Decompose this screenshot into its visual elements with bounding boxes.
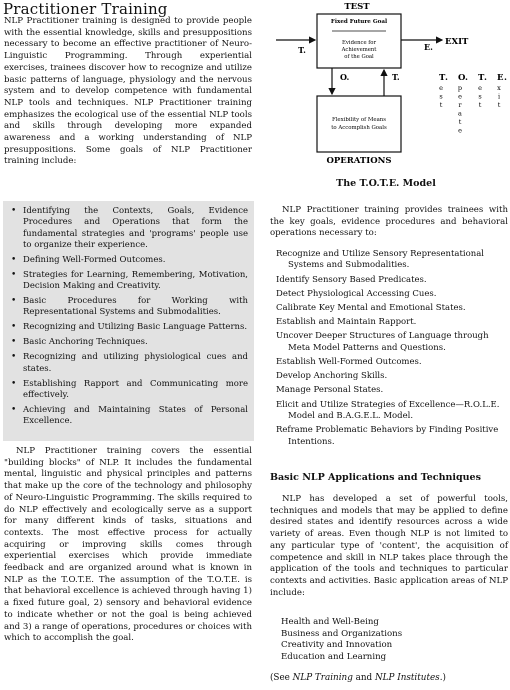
areas-list — [281, 617, 402, 663]
see-ref-institutes[interactable]: NLP Institutes — [374, 673, 440, 683]
tote-dot: . — [504, 73, 507, 83]
skill-item: Develop Anchoring Skills. — [276, 371, 388, 382]
applications-paragraph: NLP has developed a set of powerful tools, techniques and models that may be applied to define desired states and identify resources across a wide variety of areas. Even though NLP is not limited to any particular type of 'content', the acquisition of competence and skill in NLP takes place through the application of the tools and techniques to particular contexts and activities. Basic application areas of NLP include: — [270, 494, 508, 598]
goal-item: • Recognizing and Utilizing Basic Language Patterns. — [8, 322, 248, 333]
building-blocks-paragraph: NLP Practitioner training covers the essential "building blocks" of NLP. It includes the fundamental mental, linguistic and physical principles and patterns that make up the core of the technology and philosophy of Neuro-Linguistic Programming. The skills required to do NLP effectively and ecologically serve as a support for many different kinds of tasks, situations and contexts. The most effective process for actually acquiring or improving skills comes through experiential exercises which provide immediate feedback and are organized around what is known in NLP as the T.O.T.E. The assumption of the T.O.T.E. is that behavioral excellence is achieved through having 1) a fixed future goal, 2) sensory and behavioral evidence to indicate whether or not the goal is being achieved and 3) a range of operations, procedures or choices with which to accomplish the goal. — [4, 446, 252, 644]
skill-item: Calibrate Key Mental and Emotional States. — [276, 303, 466, 314]
evidence-label-3: of the Goal — [344, 54, 374, 60]
tote-dot: . — [465, 73, 468, 83]
skill-item: Identify Sensory Based Predicates. — [276, 274, 427, 285]
area-item: Creativity and Innovation — [281, 640, 393, 650]
skill-item: Establish Well-Formed Outcomes. — [276, 357, 422, 368]
skill-item: Recognize and Utilize Sensory Representational Systems and Submodalities. — [276, 249, 484, 271]
area-item: Education and Learning — [281, 651, 387, 662]
goal-item: • Basic Procedures for Working with Representational Systems and Submodalities. — [8, 296, 248, 319]
goal-item: • Identifying the Contexts, Goals, Evidence Procedures and Operations that form the fundamental strategies and 'programs' people use to organize their experience. — [8, 206, 248, 251]
goal-label: Fixed Future Goal — [330, 19, 388, 25]
skill-item: Establish and Maintain Rapport. — [276, 317, 417, 328]
tote-dot: . — [484, 73, 487, 83]
tote-word-test: e s t — [439, 84, 443, 109]
area-item: Business and Organizations — [281, 628, 403, 639]
tote-acronym — [439, 73, 507, 135]
see-ref-training[interactable]: NLP Training — [292, 673, 353, 683]
goal-item: • Strategies for Learning, Remembering, Motivation, Decision Making and Creativity. — [8, 270, 248, 293]
area-item: Health and Well-Being — [281, 617, 379, 627]
skills-list — [276, 249, 508, 451]
goal-item: • Achieving and Maintaining States of Personal Excellence. — [8, 405, 248, 428]
intro-paragraph: NLP Practitioner training is designed to provide people with the essential knowledge, skills and presuppositions necessary to become an effective practitioner of Neuro-Linguistic Programming. Through experiential exercises, trainees discover how to recognize and utilize basic patterns of language, physiology and the nervous system and to develop competence with fundamental NLP tools and techniques. NLP Practitioner training emphasizes the ecological use of the essential NLP tools and skills through developing more expanded awareness and a working understanding of NLP presuppositions. Some goals of NLP Practitioner training include: — [4, 16, 252, 167]
goal-item: • Basic Anchoring Techniques. — [8, 337, 248, 348]
tote-diagram — [262, 0, 510, 170]
page-title: Practitioner Training — [3, 0, 168, 18]
goals-list — [8, 206, 248, 431]
provides-paragraph: NLP Practitioner training provides trainees with the key goals, evidence procedures and behavioral operations necessary to: — [270, 205, 508, 239]
see-also-note — [270, 673, 446, 683]
tote-word-exit: x i t — [497, 84, 501, 109]
tote-word-operate: p e r a t e — [457, 84, 463, 135]
test-label: TEST — [344, 2, 370, 12]
tote-vertical-words — [439, 84, 501, 135]
skill-item: Elicit and Utilize Strategies of Excellence—R.O.L.E. Model and B.A.G.E.L. Model. — [276, 399, 500, 422]
flex-label-2: to Accomplish Goals — [331, 125, 387, 131]
tote-letter: E — [497, 73, 504, 83]
tote-dot: . — [445, 73, 448, 83]
skill-item: Detect Physiological Accessing Cues. — [276, 288, 437, 299]
operations-box — [317, 96, 401, 152]
operations-label: OPERATIONS — [326, 156, 392, 166]
tote-letter: O — [458, 73, 466, 83]
tote-word-test: e s t — [478, 84, 482, 109]
see-open: (See — [270, 673, 293, 683]
t-mid-label: T. — [392, 72, 400, 82]
tote-letter: T — [439, 73, 446, 83]
flex-label-1: Flexibility of Means — [331, 117, 387, 123]
tote-letter: T — [478, 73, 485, 83]
e-right-label: E. — [424, 42, 433, 52]
evidence-label-1: Evidence for — [342, 40, 376, 46]
applications-heading: Basic NLP Applications and Techniques — [270, 472, 481, 483]
goal-item: • Defining Well-Formed Outcomes. — [8, 255, 248, 266]
exit-label: EXIT — [445, 37, 469, 47]
skill-item: Manage Personal States. — [276, 385, 384, 396]
t-left-label: T. — [298, 45, 306, 55]
see-and: and — [352, 673, 375, 683]
goal-item: • Recognizing and utilizing physiological cues and states. — [8, 352, 248, 375]
see-close: .) — [439, 673, 446, 683]
skill-item: Uncover Deeper Structures of Language through Meta Model Patterns and Questions. — [276, 331, 489, 353]
skill-item: Reframe Problematic Behaviors by Finding Positive Intentions. — [276, 425, 499, 447]
o-label: O. — [340, 72, 350, 82]
evidence-label-2: Achievement — [341, 47, 377, 53]
diagram-caption: The T.O.T.E. Model — [336, 178, 436, 189]
goal-item: • Establishing Rapport and Communicating more effectively. — [8, 379, 248, 402]
